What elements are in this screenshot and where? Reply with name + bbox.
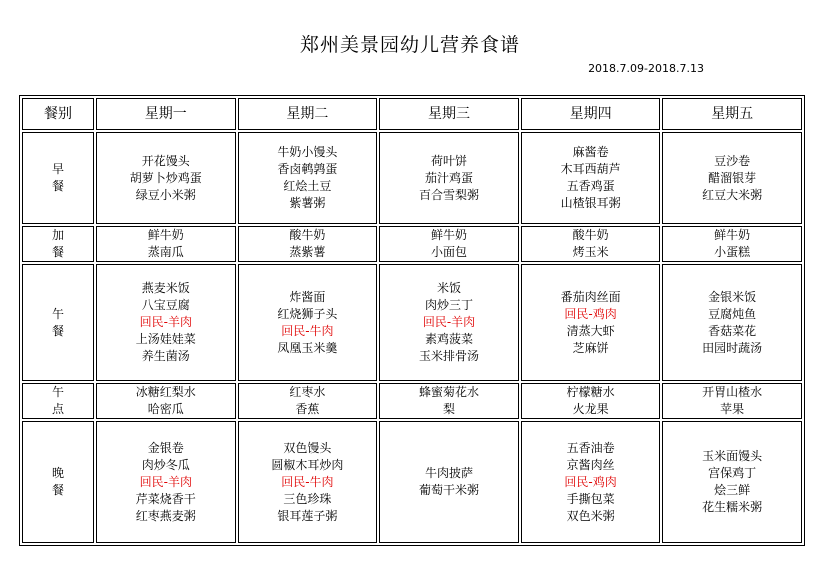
menu-item: 胡萝卜炒鸡蛋 xyxy=(129,170,202,185)
meal-row-breakfast xyxy=(22,132,802,224)
menu-item: 宫保鸡丁 xyxy=(708,466,757,480)
menu-item: 豆沙卷 xyxy=(714,153,751,168)
meal-label-snack xyxy=(22,226,94,262)
meal-label-dinner xyxy=(22,421,94,543)
menu-cell-lunch-3 xyxy=(521,264,661,381)
menu-item: 木耳西葫芦 xyxy=(560,162,621,176)
menu-item: 烩三鲜 xyxy=(714,483,751,497)
meal-label-char: 餐 xyxy=(51,245,64,259)
menu-item: 肉炒三丁 xyxy=(424,298,473,312)
menu-cell-lunch-2 xyxy=(379,264,519,381)
menu-cell-afternoon-4 xyxy=(662,383,802,419)
menu-cell-dinner-1 xyxy=(238,421,378,543)
menu-item: 梨 xyxy=(442,402,455,416)
menu-item: 圆椒木耳炒肉 xyxy=(271,457,344,472)
meal-label-char: 午 xyxy=(51,385,64,399)
menu-item: 上汤娃娃菜 xyxy=(135,332,196,346)
menu-cell-lunch-1 xyxy=(238,264,378,381)
menu-cell-breakfast-0 xyxy=(96,132,236,224)
meal-label-lunch xyxy=(22,264,94,381)
menu-item: 红烧狮子头 xyxy=(277,306,338,321)
header-day-mon: 星期一 xyxy=(96,98,236,130)
meal-label-afternoon xyxy=(22,383,94,419)
meal-label-breakfast xyxy=(22,132,94,224)
meal-label-char: 晚 xyxy=(51,466,64,480)
menu-item: 素鸡菠菜 xyxy=(424,332,473,346)
meal-label-char: 餐 xyxy=(51,483,64,497)
menu-item: 冰糖红梨水 xyxy=(135,385,196,399)
menu-item: 开胃山楂水 xyxy=(702,385,763,399)
menu-item: 回民-羊肉 xyxy=(139,315,192,329)
menu-item: 葡萄干米粥 xyxy=(418,483,479,497)
meal-label-char: 餐 xyxy=(51,179,64,193)
menu-table xyxy=(19,95,805,546)
header-day-thu: 星期四 xyxy=(521,98,661,130)
menu-item: 番茄肉丝面 xyxy=(560,289,621,304)
header-day-fri: 星期五 xyxy=(662,98,802,130)
menu-item: 回民-牛肉 xyxy=(281,474,334,489)
menu-item: 玉米面馒头 xyxy=(702,449,763,463)
menu-item: 回民-鸡肉 xyxy=(564,306,617,321)
menu-item: 炸酱面 xyxy=(289,289,326,304)
menu-item: 麻酱卷 xyxy=(572,145,609,159)
menu-cell-lunch-4 xyxy=(662,264,802,381)
menu-item: 三色珍珠 xyxy=(283,491,332,506)
menu-item: 酸牛奶 xyxy=(572,228,609,242)
menu-item: 金银卷 xyxy=(147,440,184,455)
menu-item: 凤凰玉米羹 xyxy=(277,340,338,355)
menu-item: 蜂蜜菊花水 xyxy=(418,385,479,399)
menu-item: 手撕包菜 xyxy=(566,491,615,506)
meal-row-afternoon xyxy=(22,383,802,419)
menu-item: 小面包 xyxy=(430,245,467,259)
menu-item: 回民-牛肉 xyxy=(281,323,334,338)
menu-item: 米饭 xyxy=(436,281,461,295)
menu-item: 鲜牛奶 xyxy=(430,228,467,242)
menu-item: 柠檬糖水 xyxy=(566,385,615,399)
meal-row-lunch xyxy=(22,264,802,381)
meal-label-char: 早 xyxy=(51,162,64,176)
menu-cell-snack-2 xyxy=(379,226,519,262)
menu-item: 红枣水 xyxy=(289,385,326,399)
menu-item: 回民-羊肉 xyxy=(422,315,476,329)
menu-item: 养生菌汤 xyxy=(141,349,190,363)
menu-item: 鲜牛奶 xyxy=(714,228,751,242)
menu-item: 八宝豆腐 xyxy=(141,298,190,312)
header-day-tue: 星期二 xyxy=(238,98,378,130)
menu-cell-dinner-2 xyxy=(379,421,519,543)
menu-item: 双色米粥 xyxy=(566,508,615,523)
menu-item: 玉米排骨汤 xyxy=(418,349,479,363)
menu-item: 火龙果 xyxy=(572,402,609,416)
menu-item: 百合雪梨粥 xyxy=(418,187,479,202)
menu-item: 鲜牛奶 xyxy=(147,228,184,242)
menu-cell-afternoon-2 xyxy=(379,383,519,419)
menu-item: 哈密瓜 xyxy=(147,402,184,416)
menu-item: 蒸紫薯 xyxy=(289,245,326,259)
menu-item: 香蕉 xyxy=(295,402,320,416)
menu-cell-snack-4 xyxy=(662,226,802,262)
menu-cell-afternoon-3 xyxy=(521,383,661,419)
menu-item: 酸牛奶 xyxy=(289,228,326,242)
menu-item: 金银米饭 xyxy=(708,289,757,304)
menu-item: 蒸南瓜 xyxy=(147,245,184,259)
menu-item: 茄汁鸡蛋 xyxy=(424,170,473,185)
menu-item: 香菇菜花 xyxy=(708,323,757,338)
menu-item: 红烩土豆 xyxy=(283,179,332,193)
menu-item: 牛肉披萨 xyxy=(424,466,473,480)
menu-item: 清蒸大虾 xyxy=(566,323,615,338)
menu-cell-breakfast-4 xyxy=(662,132,802,224)
menu-item: 苹果 xyxy=(720,402,745,416)
menu-item: 回民-鸡肉 xyxy=(564,474,617,489)
menu-cell-lunch-0 xyxy=(96,264,236,381)
menu-item: 豆腐炖鱼 xyxy=(708,306,757,321)
menu-item: 荷叶饼 xyxy=(430,153,467,168)
menu-item: 花生糯米粥 xyxy=(702,500,763,514)
header-day-wed: 星期三 xyxy=(379,98,519,130)
menu-item: 芝麻饼 xyxy=(572,340,609,355)
meal-label-char: 点 xyxy=(51,402,64,416)
meal-label-char: 餐 xyxy=(51,323,64,338)
menu-cell-snack-3 xyxy=(521,226,661,262)
menu-item: 回民-羊肉 xyxy=(139,474,192,489)
menu-item: 田园时蔬汤 xyxy=(702,340,763,355)
menu-item: 牛奶小馒头 xyxy=(277,145,338,159)
meal-row-dinner xyxy=(22,421,802,543)
meal-row-snack xyxy=(22,226,802,262)
menu-item: 双色馒头 xyxy=(283,440,332,455)
menu-item: 京酱肉丝 xyxy=(566,457,615,472)
menu-cell-snack-1 xyxy=(238,226,378,262)
header-row xyxy=(22,98,802,130)
meal-label-char: 加 xyxy=(51,228,64,242)
page-title: 郑州美景园幼儿营养食谱 xyxy=(299,34,520,56)
menu-item: 芹菜烧香干 xyxy=(135,491,196,506)
menu-cell-breakfast-3 xyxy=(521,132,661,224)
menu-item: 燕麦米饭 xyxy=(141,281,190,295)
menu-cell-dinner-0 xyxy=(96,421,236,543)
menu-cell-dinner-3 xyxy=(521,421,661,543)
menu-cell-afternoon-0 xyxy=(96,383,236,419)
menu-item: 香卤鹌鹑蛋 xyxy=(277,162,338,176)
menu-item: 红枣燕麦粥 xyxy=(135,508,196,523)
menu-cell-dinner-4 xyxy=(662,421,802,543)
menu-item: 醋溜银芽 xyxy=(708,170,757,185)
menu-item: 肉炒冬瓜 xyxy=(141,457,190,472)
menu-item: 开花馒头 xyxy=(141,153,190,168)
menu-cell-breakfast-1 xyxy=(238,132,378,224)
menu-item: 山楂银耳粥 xyxy=(560,196,621,210)
header-meal: 餐别 xyxy=(22,98,94,130)
meal-label-char: 午 xyxy=(51,306,64,321)
menu-item: 小蛋糕 xyxy=(714,245,751,259)
menu-cell-breakfast-2 xyxy=(379,132,519,224)
menu-item: 银耳莲子粥 xyxy=(277,508,338,523)
menu-item: 烤玉米 xyxy=(572,245,609,259)
menu-item: 紫薯粥 xyxy=(289,196,326,210)
menu-item: 五香油卷 xyxy=(566,440,615,455)
menu-cell-afternoon-1 xyxy=(238,383,378,419)
date-range: 2018.7.09-2018.7.13 xyxy=(588,62,704,75)
menu-item: 红豆大米粥 xyxy=(702,187,763,202)
menu-item: 五香鸡蛋 xyxy=(566,179,615,193)
menu-cell-snack-0 xyxy=(96,226,236,262)
menu-item: 绿豆小米粥 xyxy=(135,187,196,202)
